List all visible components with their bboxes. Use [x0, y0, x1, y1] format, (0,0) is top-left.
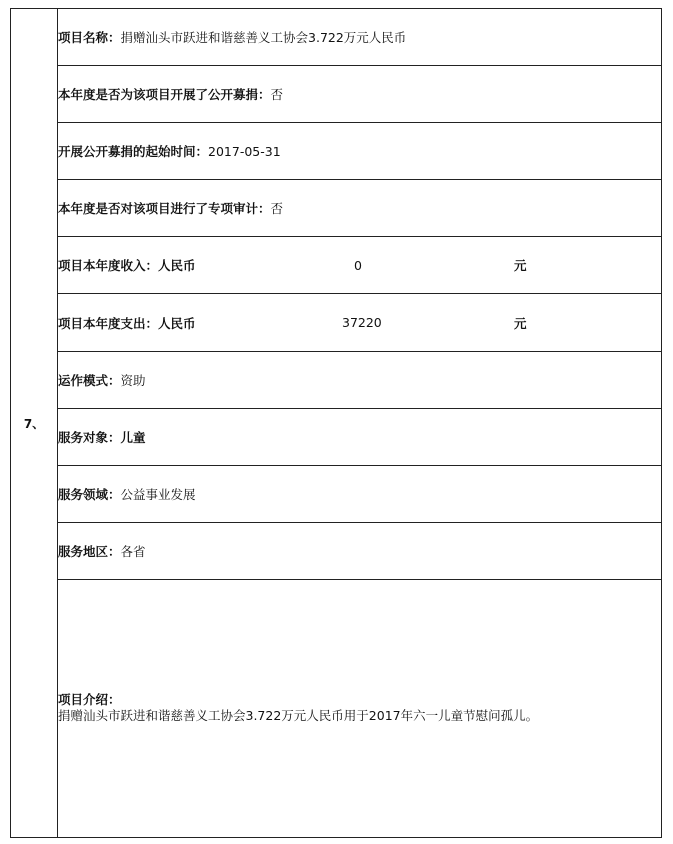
service-region-value: 各省 — [120, 543, 146, 559]
income-label: 项目本年度收入：人民币 — [58, 258, 196, 274]
service-target-row — [58, 408, 662, 465]
project-name-value: 捐赠汕头市跃进和谐慈善义工协会3.722万元人民币 — [120, 30, 407, 46]
operation-mode-label: 运作模式： — [58, 372, 121, 388]
service-field-row — [58, 465, 662, 522]
public-fundraising-label: 本年度是否为该项目开展了公开募捐： — [58, 87, 271, 103]
expense-label: 项目本年度支出：人民币 — [58, 315, 196, 331]
operation-mode-value: 资助 — [120, 372, 146, 388]
project-name-label: 项目名称： — [58, 30, 121, 46]
special-audit-label: 本年度是否对该项目进行了专项审计： — [58, 201, 271, 217]
project-info-table — [10, 8, 662, 838]
row-index: 7、 — [11, 9, 58, 838]
special-audit-row — [58, 180, 662, 237]
introduction-text: 捐赠汕头市跃进和谐慈善义工协会3.722万元人民币用于2017年六一儿童节慰问孤儿。 — [58, 708, 539, 724]
income-amount: 0 — [354, 257, 362, 273]
public-fundraising-row — [58, 66, 662, 123]
income-row — [58, 237, 662, 294]
expense-row — [58, 294, 662, 351]
fundraising-start-label: 开展公开募捐的起始时间： — [58, 144, 209, 160]
expense-unit: 元 — [514, 315, 527, 331]
service-field-value: 公益事业发展 — [120, 486, 196, 502]
fundraising-start-value: 2017-05-31 — [208, 144, 281, 160]
service-target-label: 服务对象： — [58, 429, 121, 445]
service-target-value: 儿童 — [120, 429, 146, 445]
project-name-row — [58, 9, 662, 66]
fundraising-start-row — [58, 123, 662, 180]
service-region-label: 服务地区： — [58, 543, 121, 559]
service-field-label: 服务领域： — [58, 486, 121, 502]
introduction-row — [58, 579, 662, 837]
public-fundraising-value: 否 — [270, 87, 284, 103]
expense-amount: 37220 — [342, 315, 382, 331]
operation-mode-row — [58, 351, 662, 408]
introduction-label: 项目介绍： — [58, 692, 121, 708]
income-unit: 元 — [514, 258, 527, 274]
special-audit-value: 否 — [270, 201, 284, 217]
service-region-row — [58, 522, 662, 579]
